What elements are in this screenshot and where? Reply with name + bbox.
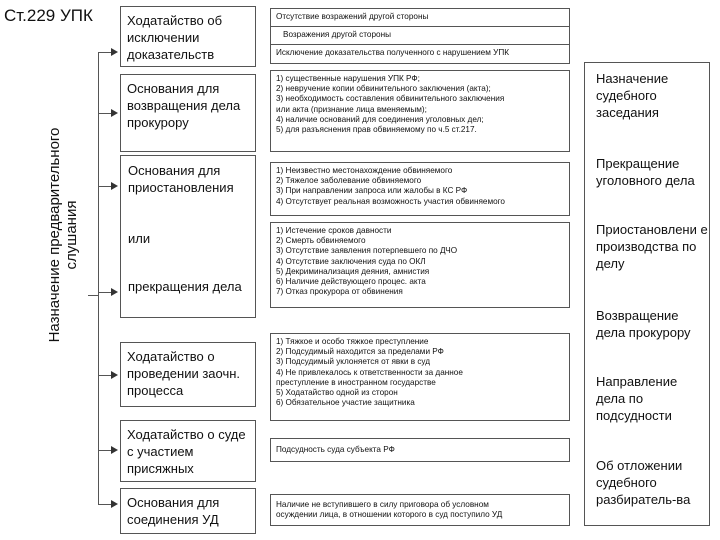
branch-line	[98, 292, 112, 293]
group-label-suspension: Основания для приостановления	[128, 163, 234, 195]
branch-arrow	[111, 109, 118, 117]
branch-line	[98, 186, 112, 187]
connector-stub	[88, 295, 98, 296]
branch-line	[98, 504, 112, 505]
branch-arrow	[111, 288, 118, 296]
outcome-schedule-hearing: Назначение судебного заседания	[596, 71, 669, 120]
outcomes-box	[584, 62, 710, 526]
outcome-return-to-prosecutor: Возвращение дела прокурору	[596, 308, 691, 340]
group-label-termination: прекращения дела	[128, 279, 242, 294]
branch-arrow	[111, 48, 118, 56]
group-label-absentia: Ходатайство о проведении заочн. процесса	[120, 342, 256, 407]
branch-line	[98, 113, 112, 114]
detail-box-jury: Подсудность суда субъекта РФ	[270, 438, 570, 462]
connector-trunk	[98, 52, 99, 504]
branch-line	[98, 450, 112, 451]
vertical-label: Назначение предварительного слушания	[46, 127, 80, 343]
detail-box-exclusion-1: Отсутствие возражений другой стороны	[270, 8, 570, 27]
branch-arrow	[111, 371, 118, 379]
branch-line	[98, 375, 112, 376]
group-label-suspension-termination	[120, 155, 256, 318]
branch-line	[98, 52, 112, 53]
outcome-jurisdiction: Направление дела по подсудности	[596, 374, 678, 423]
branch-arrow	[111, 446, 118, 454]
group-label-merge-cases: Основания для соединения УД	[120, 488, 256, 534]
page-title: Ст.229 УПК	[4, 6, 93, 25]
detail-box-exclusion-3: Исключение доказательства полученного с нарушением УПК	[270, 44, 570, 64]
outcome-postponement: Об отложении судебного разбиратель-ва	[596, 458, 691, 507]
branch-arrow	[111, 182, 118, 190]
branch-arrow	[111, 500, 118, 508]
detail-box-exclusion-2: Возражения другой стороны	[270, 26, 570, 45]
detail-box-return-to-prosecutor: 1) существенные нарушения УПК РФ; 2) невручение копии обвинительного заключения (акта); 3) необходимость составления обвинительного заключения или акта (признание лица вменяемым); 4) наличие оснований для соединения уголовных дел; 5) для разъяснения прав обвиняемому по ч.5 ст.217.	[270, 70, 570, 152]
group-label-jury: Ходатайство о суде с участием присяжных	[120, 420, 256, 482]
detail-box-absentia: 1) Тяжкое и особо тяжкое преступление 2) Подсудимый находится за пределами РФ 3) Подсудимый уклоняется от явки в суд 4) Не привлекалось к ответственности за данное преступление в иностранном государстве 5) Ходатайство одной из сторон 6) Обязательное участие защитника	[270, 333, 570, 421]
detail-box-suspension: 1) Неизвестно местонахождение обвиняемого 2) Тяжелое заболевание обвиняемого 3) При направлении запроса или жалобы в КС РФ 4) Отсутствует реальная возможность участия обвиняемого	[270, 162, 570, 216]
detail-box-merge-cases: Наличие не вступившего в силу приговора об условном осуждении лица, в отношении которого в суд поступило УД	[270, 494, 570, 526]
outcome-termination: Прекращение уголовного дела	[596, 156, 695, 188]
detail-box-termination: 1) Истечение сроков давности 2) Смерть обвиняемого 3) Отсутствие заявления потерпевшего по ДЧО 4) Отсутствие заключения суда по ОКЛ 5) Декриминализация деяния, амнистия 6) Наличие действующего процес. акта 7) Отказ прокурора от обвинения	[270, 222, 570, 308]
outcome-suspension: Приостановлени е производства по делу	[596, 222, 708, 271]
group-label-or: или	[128, 231, 151, 246]
group-label-exclusion: Ходатайство об исключении доказательств	[120, 6, 256, 67]
group-label-return-to-prosecutor: Основания для возвращения дела прокурору	[120, 74, 256, 152]
vertical-label-container	[22, 120, 104, 350]
